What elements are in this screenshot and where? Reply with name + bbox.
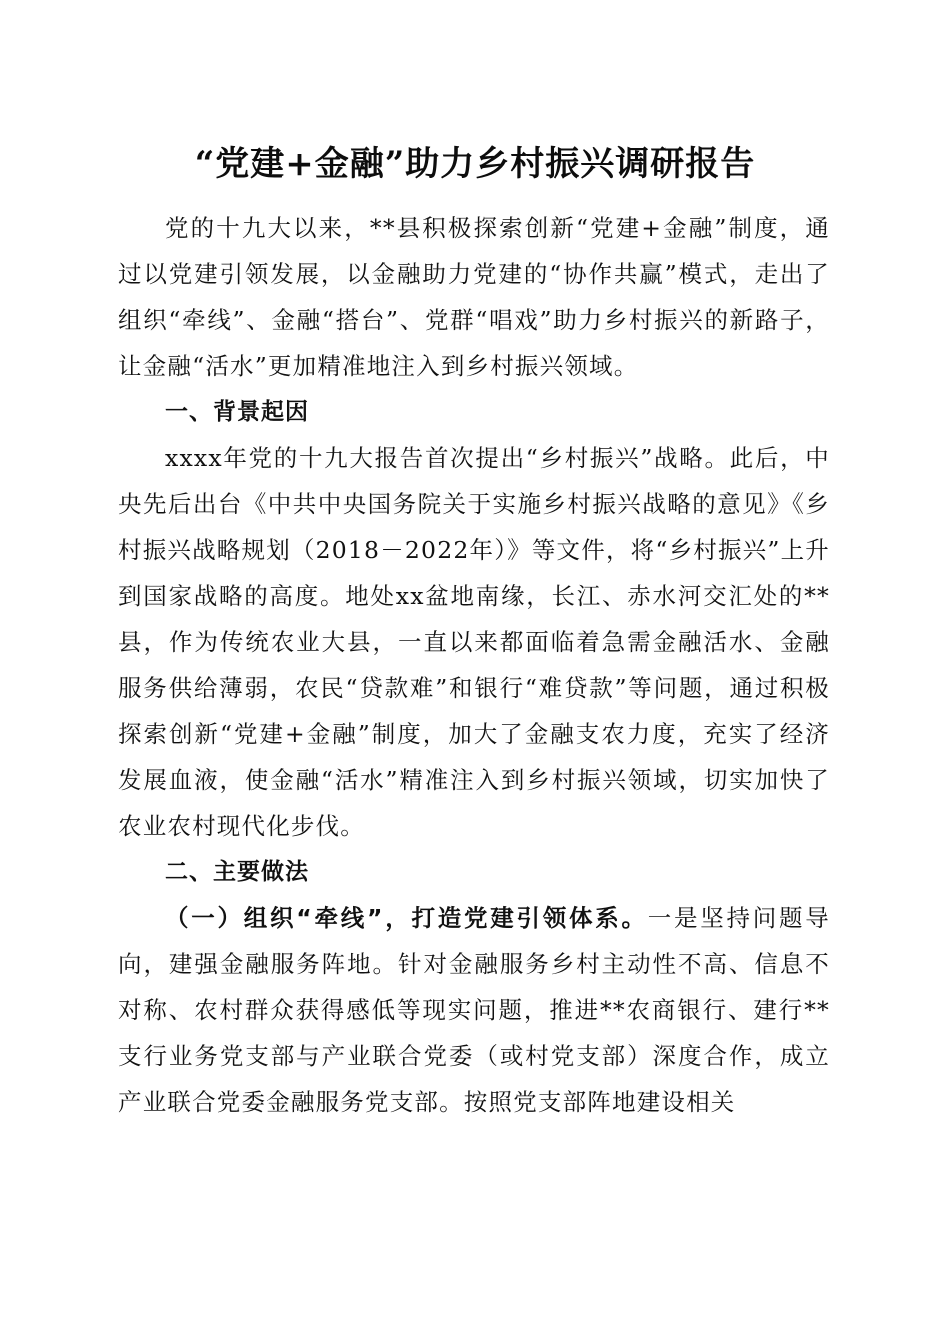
section-heading-background: 一、背景起因 [165,399,309,425]
practices-paragraph [118,895,830,1125]
document-title: “党建+金融”助力乡村振兴调研报告 [194,144,756,184]
document-body [118,205,830,1125]
intro-paragraph: 党的十九大以来，**县积极探索创新“党建+金融”制度，通过以党建引领发展，以金融助力党建的“协作共赢”模式，走出了组织“牵线”、金融“搭台”、党群“唱戏”助力乡村振兴的新路子，让金融“活水”更加精准地注入到乡村振兴领域。 [118,214,830,380]
section-heading-practices: 二、主要做法 [165,859,309,885]
background-paragraph: xxxx年党的十九大报告首次提出“乡村振兴”战略。此后，中央先后出台《中共中央国务院关于实施乡村振兴战略的意见》《乡村振兴战略规划（2018－2022年）》等文件，将“乡村振兴”上升到国家战略的高度。地处xx盆地南缘，长江、赤水河交汇处的**县，作为传统农业大县，一直以来都面临着急需金融活水、金融服务供给薄弱，农民“贷款难”和银行“难贷款”等问题，通过积极探索创新“党建+金融”制度，加大了金融支农力度，充实了经济发展血液，使金融“活水”精准注入到乡村振兴领域，切实加快了农业农村现代化步伐。 [118,444,830,840]
subsection-lead: （一）组织“牵线”，打造党建引领体系。 [165,904,648,932]
subsection-text: 一是坚持问题导向，建强金融服务阵地。针对金融服务乡村主动性不高、信息不对称、农村群众获得感低等现实问题，推进**农商银行、建行**支行业务党支部与产业联合党委（或村党支部）深度合作，成立产业联合党委金融服务党支部。按照党支部阵地建设相关 [118,904,830,1116]
